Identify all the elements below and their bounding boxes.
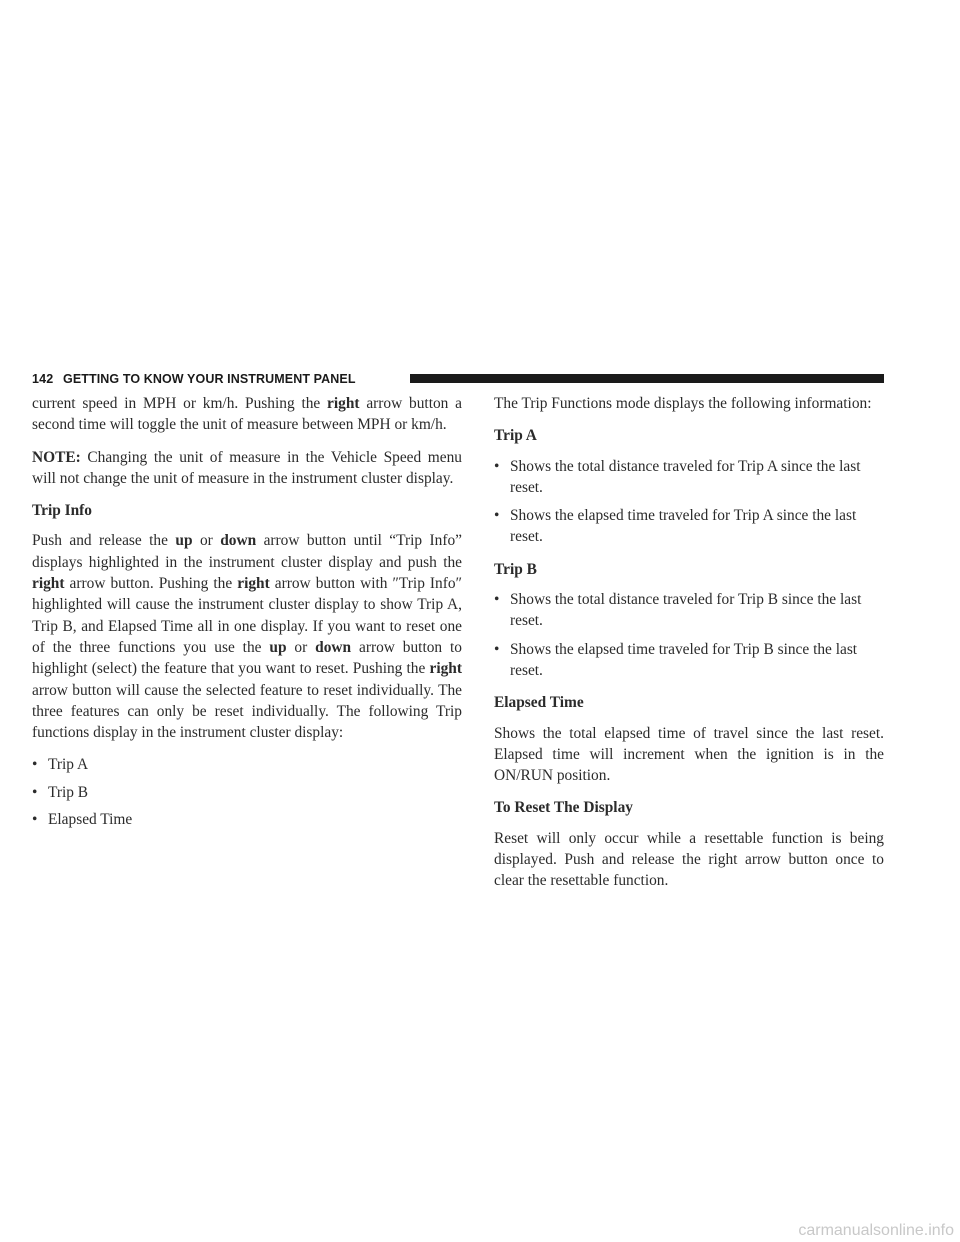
heading-trip-info: Trip Info (32, 502, 93, 520)
watermark: carmanualsonline.info (798, 1222, 954, 1239)
bullet-icon: • (494, 457, 500, 475)
header-rule (410, 374, 884, 383)
bullet-icon: • (494, 591, 500, 609)
heading-reset-display: To Reset The Display (494, 799, 633, 817)
paragraph-speed-units: current speed in MPH or km/h. Pushing the right arrow button a second time will toggle the unit of measure between MPH or km/h. (32, 395, 462, 434)
paragraph-trip-info: Push and release the up or down arrow button until “Trip Info” displays highlighted in the instrument cluster display and push the right arrow button. Pushing the right arrow button with ″Trip Info″ highlighted will cause the instrument cluster display to show Trip A, Trip B, and Elapsed Time all in one display. If you want to reset one of the three functions you use the up or down arrow button to highlight (select) the feature that you want to reset. Pushing the right arrow button will cause the selected feature to reset individually. The three features can only be reset individually. The following Trip functions display in the instrument cluster display: (32, 532, 462, 742)
paragraph-elapsed-time: Shows the total elapsed time of travel since the last reset. Elapsed time will increment when the ignition is in the ON/RUN position. (494, 724, 884, 785)
heading-elapsed-time: Elapsed Time (494, 694, 584, 712)
bullet-icon: • (32, 811, 38, 829)
list-item: • Trip A (32, 754, 462, 775)
list-item: • Shows the elapsed time traveled for Trip A since the last reset. (494, 507, 857, 546)
page-header (32, 371, 884, 387)
bullet-icon: • (32, 756, 38, 774)
list-item: • Shows the elapsed time traveled for Trip B since the last reset. (494, 640, 858, 679)
bullet-icon: • (32, 783, 38, 801)
section-title: GETTING TO KNOW YOUR INSTRUMENT PANEL (63, 372, 356, 386)
list-item: • Trip B (32, 782, 462, 803)
trip-a-list (494, 456, 884, 548)
left-column (32, 393, 462, 841)
list-item: • Shows the total distance traveled for Trip A since the last reset. (494, 457, 861, 496)
paragraph-trip-functions-intro: The Trip Functions mode displays the following information: (494, 395, 872, 412)
bullet-icon: • (494, 507, 500, 525)
heading-trip-b: Trip B (494, 560, 537, 578)
heading-trip-a: Trip A (494, 427, 537, 445)
paragraph-reset-display: Reset will only occur while a resettable function is being displayed. Push and release the right arrow button once to clear the resettable function. (494, 829, 884, 890)
page-number: 142 (32, 372, 54, 386)
list-item: • Elapsed Time (32, 809, 462, 830)
trip-b-list (494, 589, 884, 681)
list-item: • Shows the total distance traveled for Trip B since the last reset. (494, 591, 862, 630)
right-column (494, 393, 884, 903)
bullet-icon: • (494, 640, 500, 658)
note-label: NOTE: (32, 448, 81, 466)
note-paragraph: NOTE: Changing the unit of measure in the Vehicle Speed menu will not change the unit of measure in the instrument cluster display. (32, 448, 462, 487)
trip-functions-list (32, 754, 462, 830)
